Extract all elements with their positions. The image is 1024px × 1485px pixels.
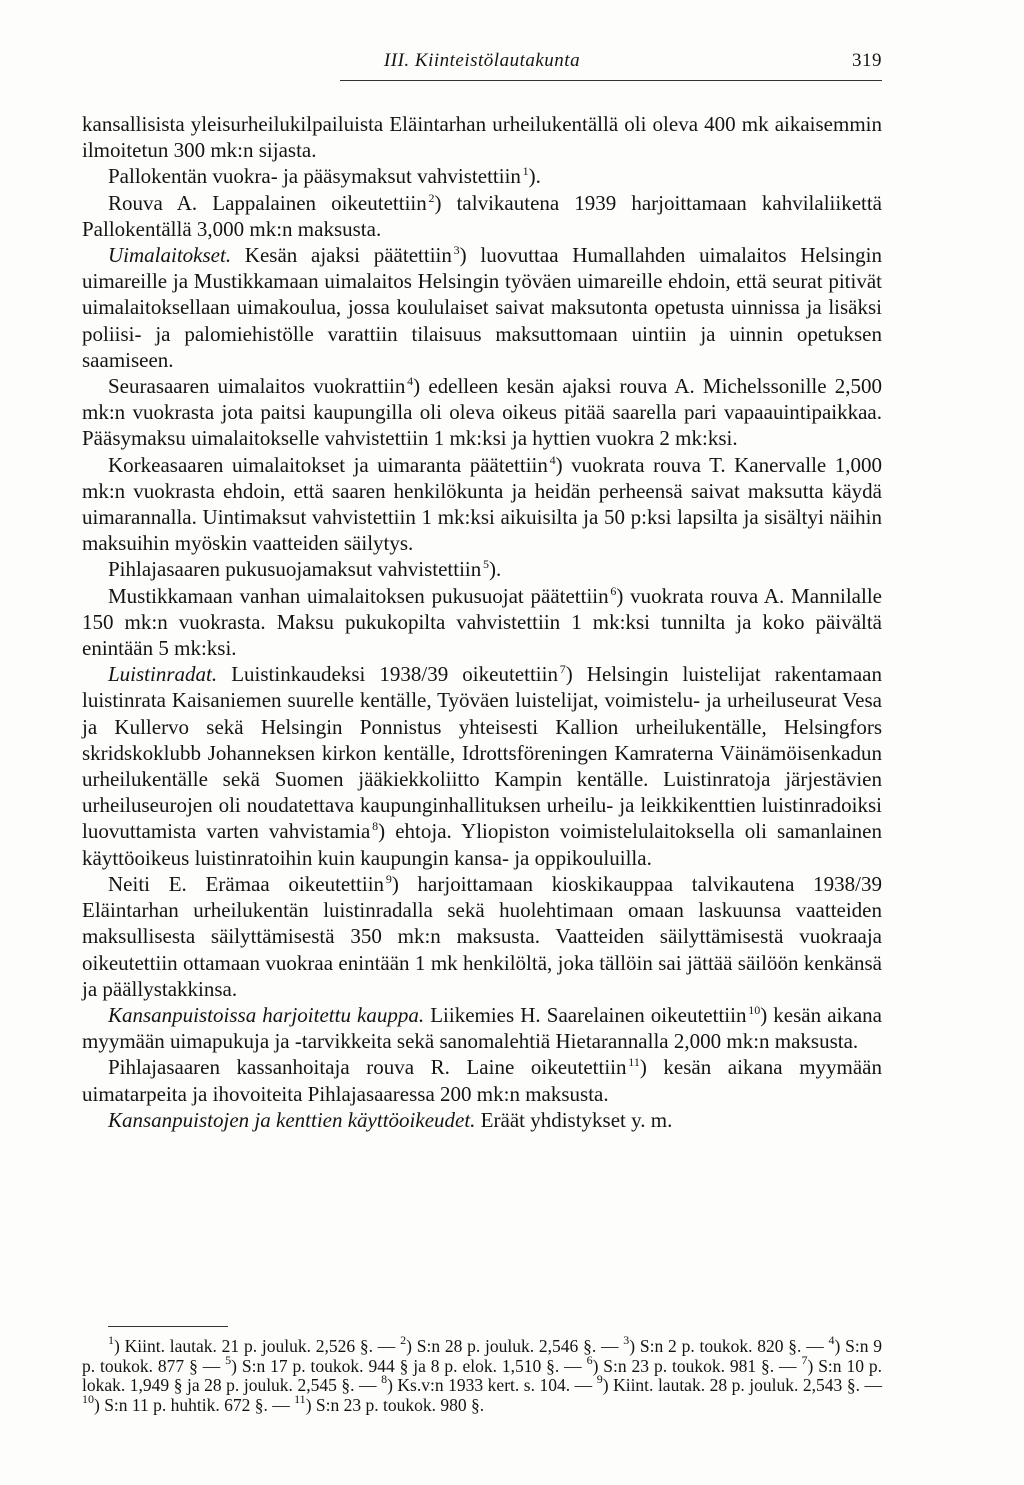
- footnote-ref: 5: [225, 1352, 232, 1367]
- paragraph-text: ) harjoittamaan kioskikauppaa talvikautena 1938/39 Eläintarhan urheilukentän luistinradalla sekä huolehtimaan omaan laskuunsa vaatteiden maksullisesta säilyttämisestä 350 mk:n maksusta. Vaatteiden säilyttämisestä vuokraaja oikeutettiin ottamaan vuokraa enintään 1 mk henkilöltä, joka tällöin sai jättää säilöön kenkänsä ja päällystakkinsa.: [82, 871, 882, 1001]
- paragraph-text: ) luovuttaa Humallahden uimalaitos Helsingin uimareille ja Mustikkamaan uimalaitos Helsingin työväen uimareille ehdoin, että seurat pitivät uimalaitoksellaan uimakoulua, jossa koululaiset saivat maksutonta opetusta uinnissa ja lisäksi poliisi- ja palomiehistölle varattiin tilaisuus maksuttomaan uintiin ja uinnin opetuksen saamiseen.: [82, 243, 882, 372]
- paragraph-text: ) kesän aikana myymään uimatarpeita ja ihovoiteita Pihlajasaaressa 200 mk:n maksusta.: [82, 1055, 882, 1106]
- footnote-ref: 2: [400, 1333, 407, 1347]
- paragraph: [82, 242, 882, 373]
- footnote-item: ) S:n 17 p. toukok. 944 § ja 8 p. elok. 1,510 §. —: [231, 1355, 587, 1376]
- footnote-item: ) Kiint. lautak. 21 p. jouluk. 2,526 §. —: [114, 1336, 401, 1356]
- footnote-text: [82, 1333, 882, 1415]
- section-heading: Kansanpuistojen ja kenttien käyttöoikeudet.: [108, 1107, 476, 1132]
- paragraph-text: Pihlajasaaren kassanhoitaja rouva R. Laine oikeutettiin: [108, 1055, 627, 1080]
- footnote-ref: 9: [385, 871, 392, 886]
- paragraph-text: ) talvikautena 1939 harjoittamaan kahvilaliikettä Pallokentällä 3,000 mk:n maksusta.: [82, 190, 883, 241]
- paragraph-text: ) edelleen kesän ajaksi rouva A. Michelssonille 2,500 mk:n vuokrasta jota paitsi kaupungilla oli oleva oikeus pitää saarella pari vapaauintipaikkaa. Pääsymaksu uimalaitokselle vahvistettiin 1 mk:ksi ja hyttien vuokra 2 mk:ksi.: [82, 374, 882, 451]
- footnote-item: ) S:n 23 p. toukok. 981 §. —: [592, 1355, 802, 1376]
- footnote-item: ) Ks.v:n 1933 kert. s. 104. —: [387, 1375, 597, 1395]
- paragraph-text: ).: [528, 164, 541, 189]
- paragraph-text: Mustikkamaan vanhan uimalaitoksen pukusuojat päätettiin: [108, 583, 609, 608]
- paragraph-text: ) Helsingin luistelijat rakentamaan luistinrata Kaisaniemen suurelle kentälle, Työväen luistelijat, voimistelu- ja urheiluseurat Vesa ja Kullervo sekä Helsingin Ponnistus yhteisesti Kallion urheilukentälle, Helsingfors skridskoklubb Johanneksen kirkon kentälle, Idrottsföreningen Kamraterna Väinämöisenkadun urheilukentälle sekä Suomen jääkiekkoliitto Kampin kentälle. Luistinratoja järjestävien urheiluseurojen oli noudatettava kaupunginhallituksen urheilu- ja leikkikenttien luistinradoiksi luovuttamista varten vahvistamia: [82, 662, 883, 844]
- page-number: 319: [852, 50, 882, 71]
- footnote-ref: 7: [801, 1352, 808, 1367]
- footnote-ref: 11: [294, 1391, 306, 1406]
- paragraph: [82, 556, 882, 582]
- paragraph-text: Neiti E. Erämaa oikeutettiin: [108, 871, 385, 896]
- footnote-ref: 6: [586, 1352, 593, 1367]
- paragraph: [82, 1107, 882, 1133]
- paragraph: [82, 661, 882, 871]
- footnote-ref: 1: [108, 1333, 114, 1347]
- paragraph-text: Luistinkaudeksi 1938/39 oikeutettiin: [217, 662, 558, 687]
- footnote-ref: 2: [428, 190, 435, 205]
- footnote-ref: 7: [559, 662, 566, 677]
- footnote-ref: 5: [483, 557, 490, 572]
- footnote-ref: 3: [623, 1333, 630, 1347]
- paragraph: [82, 583, 882, 662]
- paragraph-text: Rouva A. Lappalainen oikeutettiin: [108, 190, 427, 215]
- footnote-ref: 6: [610, 583, 617, 598]
- section-heading: Uimalaitokset.: [108, 243, 232, 268]
- footnotes: [82, 1333, 882, 1415]
- paragraph: [82, 1002, 882, 1054]
- paragraph-text: kansallisista yleisurheilukilpailuista Eläintarhan urheilukentällä oli oleva 400 mk aikaisemmin ilmoitetun 300 mk:n sijasta.: [82, 112, 882, 163]
- footnote-ref: 4: [407, 374, 414, 389]
- paragraph: [82, 190, 882, 242]
- paragraph: [82, 163, 882, 189]
- footnote-ref: 4: [828, 1333, 835, 1347]
- footnote-item: ) Kiint. lautak. 28 p. jouluk. 2,543 §. —: [602, 1375, 882, 1395]
- footnote-ref: 1: [522, 164, 529, 179]
- section-heading: Luistinradat.: [108, 662, 218, 687]
- paragraph: [82, 452, 882, 557]
- paragraph-text: Pallokentän vuokra- ja pääsymaksut vahvistettiin: [108, 164, 521, 189]
- footnote-ref: 8: [381, 1372, 388, 1386]
- paragraph: [82, 871, 882, 1002]
- paragraph-text: ) ehtoja. Yliopiston voimistelulaitoksella oli samanlainen käyttöoikeus luistinratoihin kuin kaupungin kansa- ja oppikouluilla.: [82, 819, 882, 870]
- footnote-ref: 3: [453, 243, 460, 258]
- footnote-item: ) S:n 23 p. toukok. 980 §.: [305, 1394, 485, 1415]
- footnote-item: ) S:n 28 p. jouluk. 2,546 §. —: [406, 1336, 624, 1356]
- footnote-ref: 4: [549, 452, 556, 467]
- footnote-rule: [108, 1326, 228, 1327]
- paragraph-text: Seurasaaren uimalaitos vuokrattiin: [108, 374, 406, 399]
- footnote-item: ) S:n 9 p. toukok. 877 § —: [82, 1336, 882, 1376]
- footnote-ref: 10: [748, 1002, 761, 1017]
- running-title: III. Kiinteistölautakunta: [383, 50, 581, 71]
- paragraph-text: ) kesän aikana myymään uimapukuja ja -tarvikkeita sekä sanomalehtiä Hietarannalla 2,000 mk:n maksusta.: [82, 1002, 882, 1054]
- paragraph-text: Eräät yhdistykset y. m.: [475, 1107, 673, 1132]
- paragraph-text: Pihlajasaaren pukusuojamaksut vahvistettiin: [108, 557, 482, 582]
- footnote-item: ) S:n 2 p. toukok. 820 §. —: [629, 1336, 829, 1356]
- running-header: [82, 50, 882, 78]
- paragraph: [82, 373, 882, 452]
- paragraph-text: ) vuokrata rouva A. Mannilalle 150 mk:n vuokrasta. Maksu pukukopilta vahvistettiin 1 mk:ksi tunnilta ja koko päivältä enintään 5 mk:ksi.: [82, 583, 882, 661]
- footnote-item: ) S:n 10 p. lokak. 1,949 § ja 28 p. jouluk. 2,545 §. —: [82, 1355, 882, 1395]
- footnote-ref: 9: [596, 1372, 603, 1386]
- section-heading: Kansanpuistoissa harjoitettu kauppa.: [108, 1002, 425, 1027]
- paragraph: [82, 1054, 882, 1106]
- paragraph-text: Kesän ajaksi päätettiin: [231, 243, 452, 268]
- paragraph-text: Liikemies H. Saarelainen oikeutettiin: [424, 1002, 747, 1027]
- paragraph-text: Korkeasaaren uimalaitokset ja uimaranta päätettiin: [108, 452, 548, 477]
- body-text: [82, 111, 882, 1133]
- paragraph-text: ).: [489, 557, 502, 582]
- header-rule: [340, 80, 882, 81]
- footnote-ref: 8: [372, 819, 379, 834]
- footnote-ref: 10: [82, 1391, 94, 1406]
- paragraph: [82, 111, 882, 163]
- paragraph-text: ) vuokrata rouva T. Kanervalle 1,000 mk:n vuokrasta ehdoin, että saaren henkilökunta ja heidän perheensä saivat maksutta käydä uimarannalla. Uintimaksut vahvistettiin 1 mk:ksi aikuisilta ja 50 p:ksi lapsilta ja sisältyi näihin maksuihin myöskin vaatteiden säilytys.: [82, 452, 882, 556]
- footnote-ref: 11: [628, 1055, 640, 1070]
- footnote-item: ) S:n 11 p. huhtik. 672 §. —: [94, 1394, 295, 1415]
